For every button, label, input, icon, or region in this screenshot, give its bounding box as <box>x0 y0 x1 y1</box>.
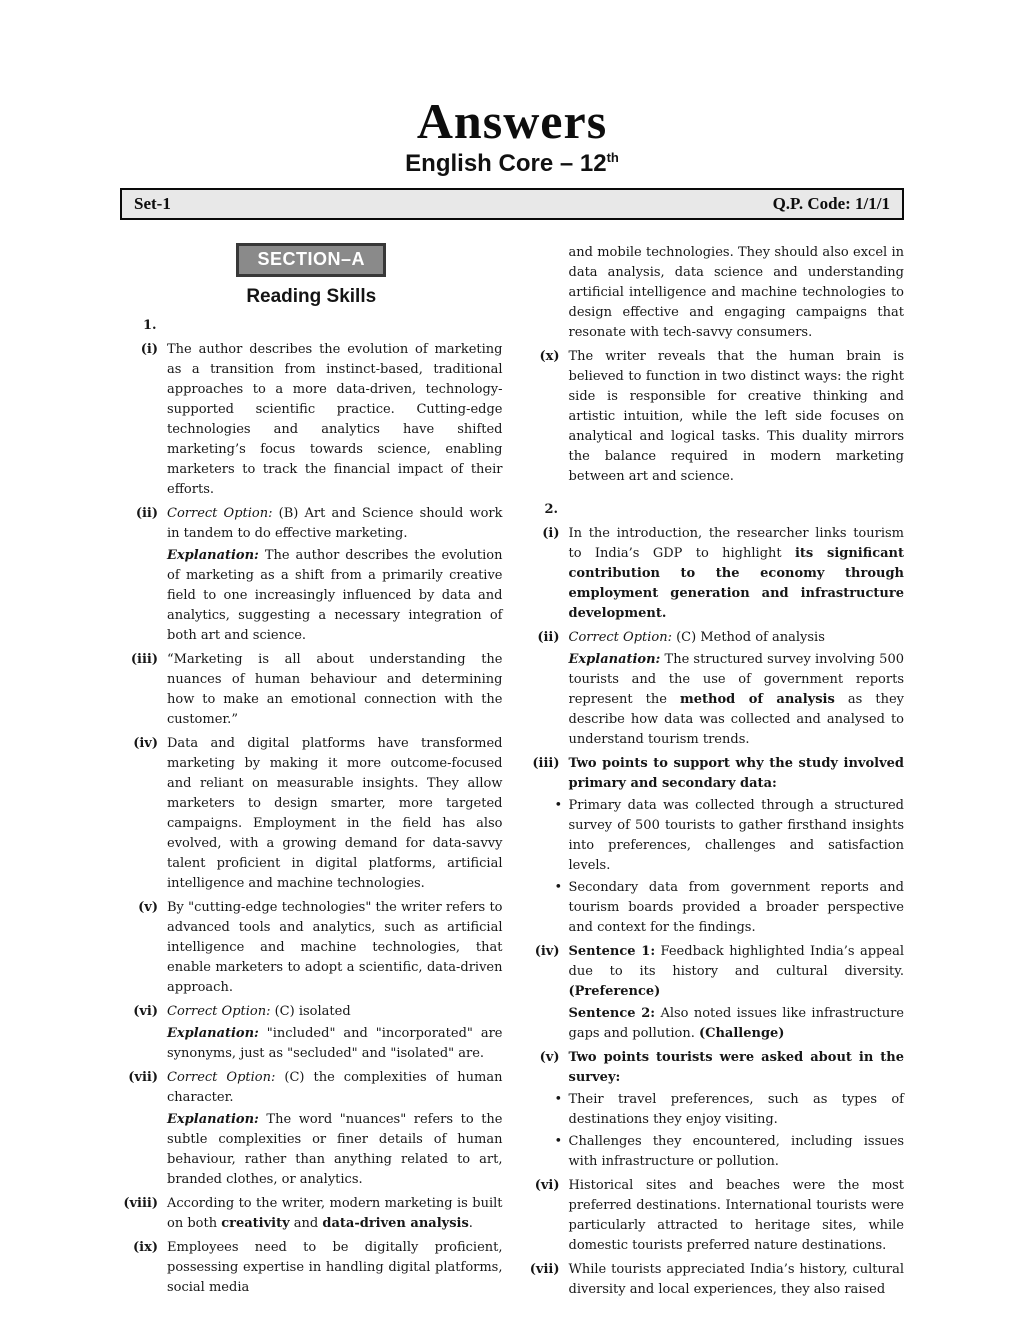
item-paragraph <box>167 1002 503 1022</box>
item-paragraph <box>569 1004 905 1044</box>
item-label: (i) <box>140 341 158 357</box>
text-run: (Preference) <box>568 983 661 999</box>
q1-item-i <box>120 340 503 502</box>
item-label: (i) <box>542 525 560 541</box>
q2-item-i <box>522 524 905 626</box>
text-run: The author describes the evolution of marketing as a transition from instinct-based, traditional approaches to a more data-driven, technology-supported scientific practice. Cutting-edge technologies and analytics have shifted marketing’s focus towards science, enabling marketers to track the financial impact of their efforts. <box>167 341 503 497</box>
text-run: The author describes the evolution of marketing as a shift from a primarily creative field to one increasingly influenced by data and analytics, suggesting a necessary integration of both art and science. <box>167 547 503 643</box>
item-label: (x) <box>539 348 560 364</box>
q1-item-vi <box>120 1002 503 1066</box>
q2-item-iii <box>522 754 905 940</box>
text-run: Two points tourists were asked about in the survey: <box>568 1049 904 1085</box>
right-column <box>522 243 905 1304</box>
item-body <box>569 942 905 1046</box>
text-run: Sentence 1: <box>568 943 656 959</box>
subtitle-text: English Core – 12 <box>405 149 607 177</box>
item-body <box>569 243 905 345</box>
text-run: Their travel preferences, such as types of destinations they enjoy visiting. <box>568 1091 904 1127</box>
text-run: Explanation: <box>167 547 259 563</box>
item-label: (iii) <box>130 651 158 667</box>
page-title: Answers <box>416 93 608 149</box>
item-label: (vi) <box>534 1177 560 1193</box>
item-body <box>569 524 905 626</box>
item-label: (iv) <box>534 943 560 959</box>
text-run: method of analysis <box>680 691 835 707</box>
text-run: Employees need to be digitally proficient, possessing expertise in handling digital platforms, social media <box>167 1239 503 1295</box>
text-run: Explanation: <box>167 1111 259 1127</box>
q2-item-v <box>522 1048 905 1174</box>
item-label: (v) <box>539 1049 560 1065</box>
item-body <box>554 1048 905 1174</box>
text-run: The structured survey involving 500 tourists and the use of government reports represent the <box>568 651 904 707</box>
text-run: (C) isolated <box>274 1003 351 1019</box>
item-body <box>569 347 905 489</box>
text-run: Explanation: <box>167 1025 259 1041</box>
text-run: and mobile technologies. They should also excel in data analysis, data science and understanding artificial intelligence and machine technologies to design effective and engaging campaigns that resonate with tech-savvy consumers. <box>568 244 904 340</box>
item-body <box>167 504 503 648</box>
bullet-point <box>554 1132 905 1172</box>
q1-item-ix <box>120 1238 503 1300</box>
item-body <box>569 628 905 752</box>
bullet-icon: • <box>554 879 563 895</box>
item-body <box>569 1260 905 1302</box>
left-column <box>120 243 503 1304</box>
text-run: Two points to support why the study involved primary and secondary data: <box>568 755 904 791</box>
text-run: and <box>289 1215 323 1231</box>
question-1-answers-left <box>120 340 503 1300</box>
q1-item-x <box>522 347 905 489</box>
text-run: Challenges they encountered, including issues with infrastructure or pollution. <box>568 1133 904 1169</box>
item-paragraph <box>569 524 905 624</box>
item-label: (iii) <box>532 755 560 771</box>
bullet-point <box>554 1090 905 1130</box>
item-paragraph <box>569 347 905 487</box>
text-run: According to the writer, modern marketing is built on both <box>167 1195 503 1231</box>
text-run: The writer reveals that the human brain is believed to function in two distinct ways: the right side is responsible for creative thinking and artistic intuition, while the left side focuses on analytical and logical tasks. This duality mirrors the balance required in modern marketing between art and science. <box>568 348 904 484</box>
question-number-2: 2. <box>544 501 559 517</box>
bullet-icon: • <box>554 797 563 813</box>
bullet-point <box>554 796 905 876</box>
item-label: (ix) <box>133 1239 158 1255</box>
set-code-bar <box>120 188 904 220</box>
q2-item-vi <box>522 1176 905 1258</box>
section-badge: SECTION–A <box>236 243 386 277</box>
item-paragraph <box>167 1238 503 1298</box>
page-subtitle <box>0 150 1024 178</box>
text-run: Data and digital platforms have transformed marketing by making it more outcome-focused and reliant on measurable insights. They allow marketers to design smarter, more targeted campaigns. Employment in the field has also evolved, with a growing demand for data-savvy talent proficient in digital platforms, artificial intelligence and machine technologies. <box>167 735 503 891</box>
text-run: . <box>468 1215 473 1231</box>
item-paragraph <box>167 1110 503 1190</box>
bullet-icon: • <box>554 1133 563 1149</box>
text-run: While tourists appreciated India’s history, cultural diversity and local experiences, they also raised <box>568 1261 904 1297</box>
text-run: Correct Option: <box>167 1003 275 1019</box>
item-label: (vii) <box>128 1069 158 1085</box>
item-body <box>167 898 503 1000</box>
text-run: creativity <box>221 1215 290 1231</box>
text-run: Historical sites and beaches were the most preferred destinations. International tourists were particularly attracted to heritage sites, while domestic tourists preferred nature destinations. <box>568 1177 904 1253</box>
q2-item-ii <box>522 628 905 752</box>
item-body <box>167 1238 503 1300</box>
item-paragraph <box>569 650 905 750</box>
item-body <box>554 754 905 940</box>
item-label: (ii) <box>537 629 560 645</box>
text-run: data-driven analysis <box>322 1215 469 1231</box>
text-run: (C) the complexities of human character. <box>167 1069 503 1105</box>
item-body <box>167 340 503 502</box>
item-body <box>167 650 503 732</box>
item-paragraph <box>569 1260 905 1300</box>
item-body <box>167 734 503 896</box>
question-2-answers <box>522 524 905 1302</box>
item-paragraph <box>167 1068 503 1108</box>
text-run: (C) Method of analysis <box>676 629 825 645</box>
text-run: The word "nuances" refers to the subtle complexities or finer details of human behaviour, rather than anything related to art, branded clothes, or analytics. <box>167 1111 503 1187</box>
item-body <box>167 1068 503 1192</box>
item-label: (v) <box>138 899 158 915</box>
text-run: Secondary data from government reports and tourism boards provided a broader perspective and context for the findings. <box>568 879 904 935</box>
item-body <box>569 1176 905 1258</box>
q1-item-vii <box>120 1068 503 1192</box>
q1-item-ii <box>120 504 503 648</box>
text-run: By "cutting-edge technologies" the writer refers to advanced tools and analytics, such as artificial intelligence and machine technologies, that enable marketers to adopt a scientific, data-driven approach. <box>167 899 503 995</box>
item-label: (vii) <box>529 1261 560 1277</box>
q1-item-viii <box>120 1194 503 1236</box>
item-paragraph <box>167 1194 503 1234</box>
item-label: (iv) <box>133 735 158 751</box>
item-paragraph <box>569 628 905 648</box>
item-body <box>167 1194 503 1236</box>
question-1-answers-continued <box>522 243 905 489</box>
two-column-body <box>120 243 904 1304</box>
text-run: as they describe how data was collected and analysed to understand tourism trends. <box>568 691 904 747</box>
q1-item-continuation <box>522 243 905 345</box>
qp-code-label: Q.P. Code: 1/1/1 <box>772 193 890 213</box>
item-paragraph <box>569 1048 905 1088</box>
item-label: (viii) <box>123 1195 158 1211</box>
text-run: "included" and "incorporated" are synonyms, just as "secluded" and "isolated" are. <box>167 1025 503 1061</box>
set-label: Set-1 <box>134 193 171 213</box>
text-run: (Challenge) <box>698 1025 785 1041</box>
item-body <box>167 1002 503 1066</box>
section-heading: Reading Skills <box>246 285 377 307</box>
q2-item-vii <box>522 1260 905 1302</box>
item-paragraph <box>167 1024 503 1064</box>
item-paragraph <box>167 504 503 544</box>
text-run: Correct Option: <box>167 1069 285 1085</box>
bullet-point <box>554 878 905 938</box>
text-run: Primary data was collected through a structured survey of 500 tourists to gather firsthand insights into preferences, challenges and satisfaction levels. <box>568 797 904 873</box>
item-paragraph <box>167 650 503 730</box>
text-run: Sentence 2: <box>568 1005 656 1021</box>
item-paragraph <box>167 546 503 646</box>
text-run: (B) Art and Science should work in tandem to do effective marketing. <box>167 505 503 541</box>
q1-item-iv <box>120 734 503 896</box>
item-paragraph <box>167 340 503 500</box>
item-label: (ii) <box>135 505 158 521</box>
text-run: Feedback highlighted India’s appeal due to its history and cultural diversity. <box>568 943 904 979</box>
item-paragraph <box>569 243 905 343</box>
text-run: Explanation: <box>568 651 661 667</box>
item-paragraph <box>569 942 905 1002</box>
text-run: Correct Option: <box>568 629 677 645</box>
text-run: “Marketing is all about understanding the nuances of human behaviour and determining how to make an emotional connection with the customer.” <box>167 651 503 727</box>
bullet-icon: • <box>554 1091 563 1107</box>
item-paragraph <box>569 754 905 794</box>
text-run: Also noted issues like infrastructure gaps and pollution. <box>568 1005 904 1041</box>
q1-item-iii <box>120 650 503 732</box>
q1-item-v <box>120 898 503 1000</box>
document-header <box>0 0 1024 178</box>
text-run: Correct Option: <box>167 505 279 521</box>
subtitle-superscript: th <box>606 149 619 165</box>
text-run: In the introduction, the researcher links tourism to India’s GDP to highlight <box>568 525 904 561</box>
item-paragraph <box>569 1176 905 1256</box>
item-paragraph <box>167 734 503 894</box>
question-number-1: 1. <box>143 317 157 333</box>
item-label <box>522 243 569 345</box>
text-run: its significant contribution to the economy through employment generation and infrastructure development. <box>568 545 904 621</box>
item-label: (vi) <box>133 1003 158 1019</box>
item-paragraph <box>167 898 503 998</box>
q2-item-iv <box>522 942 905 1046</box>
